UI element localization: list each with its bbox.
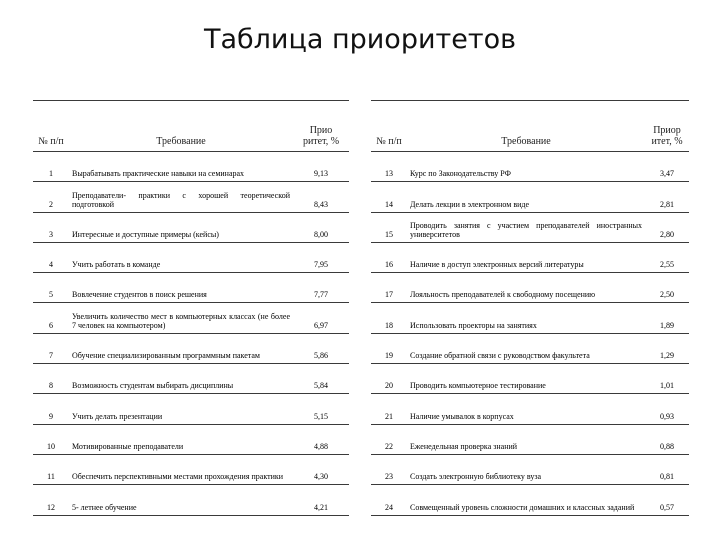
table-row xyxy=(371,273,689,303)
table-row xyxy=(33,394,349,424)
table-row xyxy=(33,152,349,182)
priority-table-left xyxy=(33,100,349,516)
row-requirement: Совмещенный уровень сложности домашних и классных заданий xyxy=(407,485,645,515)
table-row xyxy=(371,394,689,424)
table-row xyxy=(371,212,689,242)
row-priority: 0,88 xyxy=(645,424,689,454)
row-requirement: Проводить занятия с участием преподавателей иностранных университетов xyxy=(407,212,645,242)
row-priority: 8,43 xyxy=(293,182,349,212)
row-requirement: Мотивированные преподаватели xyxy=(69,424,293,454)
row-number: 20 xyxy=(371,364,407,394)
row-requirement: Делать лекции в электронном виде xyxy=(407,182,645,212)
row-number: 24 xyxy=(371,485,407,515)
row-number: 23 xyxy=(371,454,407,484)
row-priority: 9,13 xyxy=(293,152,349,182)
row-number: 14 xyxy=(371,182,407,212)
table-row xyxy=(33,454,349,484)
row-priority: 7,95 xyxy=(293,242,349,272)
row-number: 7 xyxy=(33,333,69,363)
row-number: 10 xyxy=(33,424,69,454)
row-requirement: Обеспечить перспективными местами прохождения практики xyxy=(69,454,293,484)
table-row xyxy=(371,303,689,333)
row-requirement: Вырабатывать практические навыки на семинарах xyxy=(69,152,293,182)
row-requirement: Обучение специализированным программным пакетам xyxy=(69,333,293,363)
row-priority: 4,30 xyxy=(293,454,349,484)
col-header-num: № п/п xyxy=(371,101,407,152)
table-row xyxy=(371,485,689,515)
table-row xyxy=(33,364,349,394)
row-priority: 3,47 xyxy=(645,152,689,182)
row-requirement: Создать электронную библиотеку вуза xyxy=(407,454,645,484)
row-number: 4 xyxy=(33,242,69,272)
row-number: 9 xyxy=(33,394,69,424)
row-priority: 5,15 xyxy=(293,394,349,424)
row-priority: 1,29 xyxy=(645,333,689,363)
row-priority: 6,97 xyxy=(293,303,349,333)
row-requirement: Наличие в доступ электронных версий литературы xyxy=(407,242,645,272)
table-row xyxy=(33,242,349,272)
row-number: 8 xyxy=(33,364,69,394)
row-number: 19 xyxy=(371,333,407,363)
table-row xyxy=(371,242,689,272)
row-requirement: Учить делать презентации xyxy=(69,394,293,424)
row-number: 18 xyxy=(371,303,407,333)
table-row xyxy=(371,152,689,182)
row-priority: 2,80 xyxy=(645,212,689,242)
row-priority: 2,81 xyxy=(645,182,689,212)
row-priority: 0,57 xyxy=(645,485,689,515)
row-number: 16 xyxy=(371,242,407,272)
row-priority: 5,84 xyxy=(293,364,349,394)
row-priority: 4,88 xyxy=(293,424,349,454)
row-requirement: Проводить компьютерное тестирование xyxy=(407,364,645,394)
row-number: 22 xyxy=(371,424,407,454)
table-row xyxy=(33,303,349,333)
row-priority: 0,81 xyxy=(645,454,689,484)
row-requirement: Наличие умывалок в корпусах xyxy=(407,394,645,424)
row-requirement: Интересные и доступные примеры (кейсы) xyxy=(69,212,293,242)
col-header-requirement: Требование xyxy=(69,101,293,152)
priority-table-right xyxy=(371,100,689,516)
row-number: 11 xyxy=(33,454,69,484)
page-title: Таблица приоритетов xyxy=(203,24,517,55)
table-row xyxy=(371,182,689,212)
row-requirement: Учить работать в команде xyxy=(69,242,293,272)
table-header-row xyxy=(371,101,689,152)
row-number: 2 xyxy=(33,182,69,212)
table-header-row xyxy=(33,101,349,152)
row-number: 6 xyxy=(33,303,69,333)
table-row xyxy=(33,424,349,454)
table-row xyxy=(33,182,349,212)
row-requirement: Преподаватели- практики с хорошей теоретической подготовкой xyxy=(69,182,293,212)
table-row xyxy=(33,333,349,363)
table-row xyxy=(371,364,689,394)
table-row xyxy=(33,273,349,303)
row-number: 5 xyxy=(33,273,69,303)
row-number: 21 xyxy=(371,394,407,424)
table-row xyxy=(371,424,689,454)
row-requirement: Еженедельная проверка знаний xyxy=(407,424,645,454)
col-header-num: № п/п xyxy=(33,101,69,152)
row-number: 17 xyxy=(371,273,407,303)
col-header-requirement: Требование xyxy=(407,101,645,152)
row-number: 12 xyxy=(33,485,69,515)
row-number: 3 xyxy=(33,212,69,242)
col-header-priority: Приор итет, % xyxy=(645,101,689,152)
row-priority: 2,50 xyxy=(645,273,689,303)
row-priority: 4,21 xyxy=(293,485,349,515)
row-priority: 2,55 xyxy=(645,242,689,272)
col-header-priority: Прио ритет, % xyxy=(293,101,349,152)
table-row xyxy=(33,212,349,242)
row-requirement: 5- летнее обучение xyxy=(69,485,293,515)
row-priority: 0,93 xyxy=(645,394,689,424)
row-priority: 7,77 xyxy=(293,273,349,303)
row-priority: 8,00 xyxy=(293,212,349,242)
row-priority: 5,86 xyxy=(293,333,349,363)
row-requirement: Возможность студентам выбирать дисциплины xyxy=(69,364,293,394)
table-row xyxy=(371,333,689,363)
row-number: 15 xyxy=(371,212,407,242)
row-requirement: Лояльность преподавателей к свободному посещению xyxy=(407,273,645,303)
row-priority: 1,89 xyxy=(645,303,689,333)
row-number: 1 xyxy=(33,152,69,182)
table-row xyxy=(371,454,689,484)
row-priority: 1,01 xyxy=(645,364,689,394)
row-requirement: Курс по Законодательству РФ xyxy=(407,152,645,182)
row-requirement: Создание обратной связи с руководством факультета xyxy=(407,333,645,363)
row-number: 13 xyxy=(371,152,407,182)
row-requirement: Использовать проекторы на занятиях xyxy=(407,303,645,333)
row-requirement: Вовлечение студентов в поиск решения xyxy=(69,273,293,303)
table-row xyxy=(33,485,349,515)
row-requirement: Увеличить количество мест в компьютерных классах (не более 7 человек на компьютером) xyxy=(69,303,293,333)
